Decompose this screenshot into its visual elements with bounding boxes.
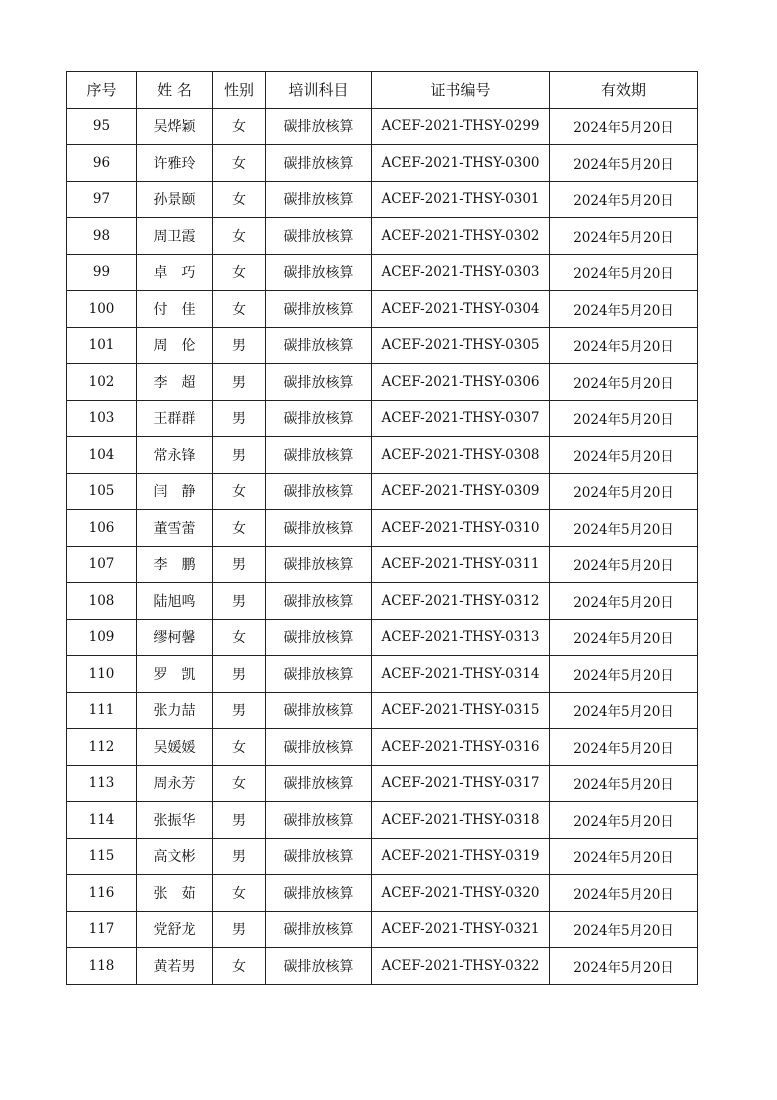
cell-name: 闫 静 — [137, 473, 213, 510]
cell-name: 董雪蕾 — [137, 510, 213, 547]
header-gender: 性别 — [213, 72, 266, 109]
cell-certificate-number: ACEF-2021-THSY-0312 — [372, 583, 550, 620]
cell-training-subject: 碳排放核算 — [266, 400, 372, 437]
cell-gender: 女 — [213, 948, 266, 985]
cell-certificate-number: ACEF-2021-THSY-0300 — [372, 145, 550, 182]
table-row — [67, 254, 698, 291]
header-serial-number: 序号 — [67, 72, 137, 109]
cell-name: 许雅玲 — [137, 145, 213, 182]
cell-name: 王群群 — [137, 400, 213, 437]
table-header-row — [67, 72, 698, 109]
cell-name: 周卫霞 — [137, 218, 213, 255]
cell-gender: 男 — [213, 692, 266, 729]
cell-serial-number: 106 — [67, 510, 137, 547]
cell-valid-until: 2024年5月20日 — [550, 948, 698, 985]
cell-name: 卓 巧 — [137, 254, 213, 291]
cell-certificate-number: ACEF-2021-THSY-0313 — [372, 619, 550, 656]
cell-gender: 男 — [213, 546, 266, 583]
cell-name: 李 超 — [137, 364, 213, 401]
cell-serial-number: 99 — [67, 254, 137, 291]
header-name: 姓 名 — [137, 72, 213, 109]
cell-gender: 男 — [213, 327, 266, 364]
cell-serial-number: 102 — [67, 364, 137, 401]
cell-name: 缪柯馨 — [137, 619, 213, 656]
table-body — [67, 108, 698, 984]
table-row — [67, 400, 698, 437]
table-row — [67, 838, 698, 875]
cell-gender: 女 — [213, 510, 266, 547]
cell-valid-until: 2024年5月20日 — [550, 729, 698, 766]
cell-certificate-number: ACEF-2021-THSY-0315 — [372, 692, 550, 729]
cell-certificate-number: ACEF-2021-THSY-0303 — [372, 254, 550, 291]
table-row — [67, 364, 698, 401]
table-row — [67, 145, 698, 182]
cell-valid-until: 2024年5月20日 — [550, 619, 698, 656]
header-certificate-number: 证书编号 — [372, 72, 550, 109]
cell-training-subject: 碳排放核算 — [266, 218, 372, 255]
table-row — [67, 948, 698, 985]
cell-valid-until: 2024年5月20日 — [550, 218, 698, 255]
cell-serial-number: 108 — [67, 583, 137, 620]
table-row — [67, 692, 698, 729]
cell-training-subject: 碳排放核算 — [266, 692, 372, 729]
table-row — [67, 765, 698, 802]
cell-name: 张振华 — [137, 802, 213, 839]
cell-valid-until: 2024年5月20日 — [550, 875, 698, 912]
cell-training-subject: 碳排放核算 — [266, 364, 372, 401]
cell-valid-until: 2024年5月20日 — [550, 765, 698, 802]
table-row — [67, 583, 698, 620]
cell-serial-number: 117 — [67, 911, 137, 948]
cell-training-subject: 碳排放核算 — [266, 108, 372, 145]
cell-serial-number: 113 — [67, 765, 137, 802]
table-row — [67, 291, 698, 328]
cell-serial-number: 115 — [67, 838, 137, 875]
cell-serial-number: 97 — [67, 181, 137, 218]
cell-gender: 男 — [213, 656, 266, 693]
cell-certificate-number: ACEF-2021-THSY-0319 — [372, 838, 550, 875]
table-row — [67, 510, 698, 547]
cell-gender: 女 — [213, 145, 266, 182]
table-row — [67, 619, 698, 656]
cell-certificate-number: ACEF-2021-THSY-0317 — [372, 765, 550, 802]
cell-serial-number: 98 — [67, 218, 137, 255]
cell-serial-number: 118 — [67, 948, 137, 985]
cell-certificate-number: ACEF-2021-THSY-0306 — [372, 364, 550, 401]
cell-name: 罗 凯 — [137, 656, 213, 693]
table-row — [67, 108, 698, 145]
cell-valid-until: 2024年5月20日 — [550, 656, 698, 693]
cell-name: 吴媛媛 — [137, 729, 213, 766]
cell-name: 李 鹏 — [137, 546, 213, 583]
cell-serial-number: 109 — [67, 619, 137, 656]
cell-certificate-number: ACEF-2021-THSY-0299 — [372, 108, 550, 145]
cell-certificate-number: ACEF-2021-THSY-0314 — [372, 656, 550, 693]
cell-certificate-number: ACEF-2021-THSY-0320 — [372, 875, 550, 912]
cell-training-subject: 碳排放核算 — [266, 729, 372, 766]
cell-valid-until: 2024年5月20日 — [550, 692, 698, 729]
cell-gender: 女 — [213, 218, 266, 255]
cell-training-subject: 碳排放核算 — [266, 254, 372, 291]
cell-valid-until: 2024年5月20日 — [550, 181, 698, 218]
cell-training-subject: 碳排放核算 — [266, 546, 372, 583]
cell-name: 党舒龙 — [137, 911, 213, 948]
cell-name: 陆旭鸣 — [137, 583, 213, 620]
cell-training-subject: 碳排放核算 — [266, 948, 372, 985]
table-row — [67, 729, 698, 766]
cell-training-subject: 碳排放核算 — [266, 911, 372, 948]
cell-certificate-number: ACEF-2021-THSY-0305 — [372, 327, 550, 364]
cell-serial-number: 103 — [67, 400, 137, 437]
cell-gender: 女 — [213, 291, 266, 328]
table-row — [67, 327, 698, 364]
cell-serial-number: 104 — [67, 437, 137, 474]
cell-valid-until: 2024年5月20日 — [550, 838, 698, 875]
table-row — [67, 875, 698, 912]
cell-gender: 男 — [213, 583, 266, 620]
header-training-subject: 培训科目 — [266, 72, 372, 109]
cell-name: 黄若男 — [137, 948, 213, 985]
cell-training-subject: 碳排放核算 — [266, 327, 372, 364]
cell-training-subject: 碳排放核算 — [266, 838, 372, 875]
cell-valid-until: 2024年5月20日 — [550, 546, 698, 583]
cell-serial-number: 96 — [67, 145, 137, 182]
cell-serial-number: 105 — [67, 473, 137, 510]
cell-gender: 男 — [213, 364, 266, 401]
cell-training-subject: 碳排放核算 — [266, 291, 372, 328]
cell-valid-until: 2024年5月20日 — [550, 802, 698, 839]
cell-certificate-number: ACEF-2021-THSY-0308 — [372, 437, 550, 474]
cell-serial-number: 107 — [67, 546, 137, 583]
cell-certificate-number: ACEF-2021-THSY-0309 — [372, 473, 550, 510]
cell-certificate-number: ACEF-2021-THSY-0304 — [372, 291, 550, 328]
cell-training-subject: 碳排放核算 — [266, 437, 372, 474]
cell-valid-until: 2024年5月20日 — [550, 291, 698, 328]
table-row — [67, 911, 698, 948]
cell-gender: 男 — [213, 400, 266, 437]
certificate-table-page — [66, 71, 698, 985]
cell-valid-until: 2024年5月20日 — [550, 583, 698, 620]
cell-gender: 男 — [213, 911, 266, 948]
cell-gender: 男 — [213, 802, 266, 839]
cell-certificate-number: ACEF-2021-THSY-0310 — [372, 510, 550, 547]
cell-valid-until: 2024年5月20日 — [550, 108, 698, 145]
header-valid-until: 有效期 — [550, 72, 698, 109]
cell-name: 周 伦 — [137, 327, 213, 364]
cell-serial-number: 100 — [67, 291, 137, 328]
cell-gender: 女 — [213, 619, 266, 656]
cell-name: 张力喆 — [137, 692, 213, 729]
cell-gender: 女 — [213, 473, 266, 510]
cell-training-subject: 碳排放核算 — [266, 145, 372, 182]
cell-gender: 女 — [213, 254, 266, 291]
cell-name: 高文彬 — [137, 838, 213, 875]
cell-name: 常永锋 — [137, 437, 213, 474]
cell-valid-until: 2024年5月20日 — [550, 437, 698, 474]
cell-training-subject: 碳排放核算 — [266, 583, 372, 620]
cell-valid-until: 2024年5月20日 — [550, 145, 698, 182]
cell-valid-until: 2024年5月20日 — [550, 327, 698, 364]
cell-serial-number: 111 — [67, 692, 137, 729]
cell-valid-until: 2024年5月20日 — [550, 364, 698, 401]
cell-name: 周永芳 — [137, 765, 213, 802]
cell-serial-number: 116 — [67, 875, 137, 912]
cell-certificate-number: ACEF-2021-THSY-0302 — [372, 218, 550, 255]
cell-name: 付 佳 — [137, 291, 213, 328]
cell-gender: 男 — [213, 437, 266, 474]
cell-serial-number: 112 — [67, 729, 137, 766]
cell-gender: 女 — [213, 729, 266, 766]
cell-gender: 女 — [213, 765, 266, 802]
certificate-table — [66, 71, 698, 985]
cell-valid-until: 2024年5月20日 — [550, 254, 698, 291]
cell-valid-until: 2024年5月20日 — [550, 473, 698, 510]
cell-serial-number: 95 — [67, 108, 137, 145]
cell-gender: 女 — [213, 875, 266, 912]
cell-training-subject: 碳排放核算 — [266, 181, 372, 218]
table-row — [67, 181, 698, 218]
cell-gender: 男 — [213, 838, 266, 875]
table-row — [67, 437, 698, 474]
cell-serial-number: 101 — [67, 327, 137, 364]
cell-valid-until: 2024年5月20日 — [550, 510, 698, 547]
cell-certificate-number: ACEF-2021-THSY-0301 — [372, 181, 550, 218]
cell-training-subject: 碳排放核算 — [266, 765, 372, 802]
cell-training-subject: 碳排放核算 — [266, 656, 372, 693]
cell-certificate-number: ACEF-2021-THSY-0321 — [372, 911, 550, 948]
cell-name: 孙景颐 — [137, 181, 213, 218]
table-row — [67, 546, 698, 583]
cell-certificate-number: ACEF-2021-THSY-0311 — [372, 546, 550, 583]
cell-certificate-number: ACEF-2021-THSY-0318 — [372, 802, 550, 839]
cell-certificate-number: ACEF-2021-THSY-0316 — [372, 729, 550, 766]
cell-training-subject: 碳排放核算 — [266, 619, 372, 656]
cell-gender: 女 — [213, 108, 266, 145]
cell-gender: 女 — [213, 181, 266, 218]
table-row — [67, 802, 698, 839]
cell-training-subject: 碳排放核算 — [266, 802, 372, 839]
table-row — [67, 473, 698, 510]
cell-name: 张 茹 — [137, 875, 213, 912]
table-row — [67, 656, 698, 693]
cell-certificate-number: ACEF-2021-THSY-0307 — [372, 400, 550, 437]
cell-serial-number: 114 — [67, 802, 137, 839]
cell-valid-until: 2024年5月20日 — [550, 911, 698, 948]
cell-serial-number: 110 — [67, 656, 137, 693]
cell-training-subject: 碳排放核算 — [266, 510, 372, 547]
cell-valid-until: 2024年5月20日 — [550, 400, 698, 437]
cell-training-subject: 碳排放核算 — [266, 473, 372, 510]
cell-certificate-number: ACEF-2021-THSY-0322 — [372, 948, 550, 985]
table-row — [67, 218, 698, 255]
cell-name: 吴烨颖 — [137, 108, 213, 145]
cell-training-subject: 碳排放核算 — [266, 875, 372, 912]
